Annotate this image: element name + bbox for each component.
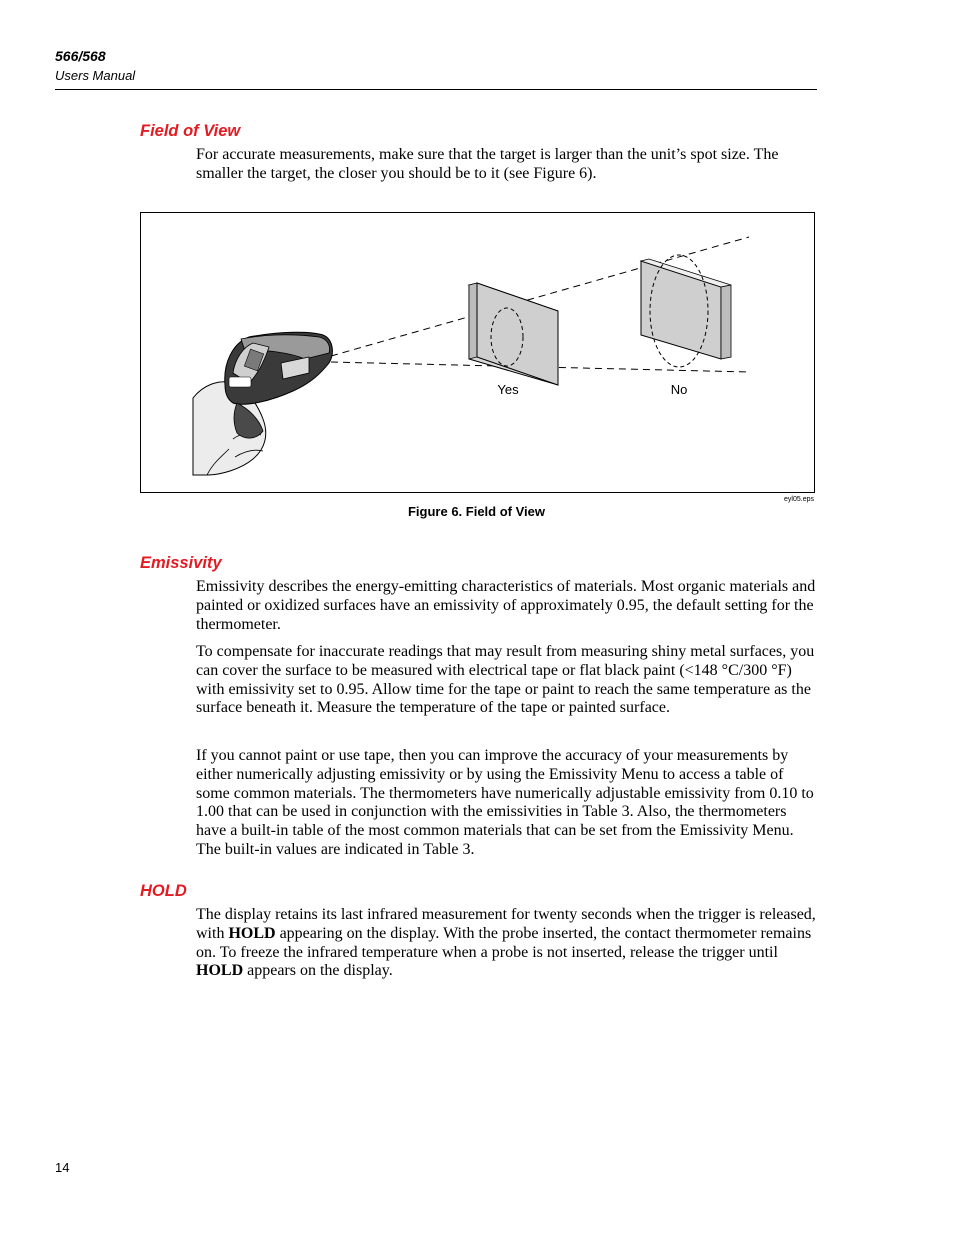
figure-caption: Figure 6. Field of View [407, 504, 545, 519]
hold-text-b: appearing on the display. With the probe inserted, the contact thermometer remains on. To freeze the infrared temperature when a probe is not inserted, release the trigger until [196, 924, 812, 961]
target-yes [469, 283, 558, 385]
field-of-view-illustration [141, 213, 814, 492]
hold-bold-1: HOLD [228, 924, 276, 942]
figure-field-of-view [140, 212, 815, 493]
figure-file-name: eyl05.eps [784, 496, 814, 503]
emissivity-paragraph-1: Emissivity describes the energy-emitting characteristics of materials. Most organic materials and painted or oxidized surfaces have an emissivity of approximately 0.95, the default setting for the thermometer. [196, 578, 816, 633]
label-no: No [670, 382, 688, 397]
hold-bold-2: HOLD [196, 962, 244, 980]
section-title-field-of-view: Field of View [140, 122, 241, 140]
emissivity-paragraph-3: If you cannot paint or use tape, then you can improve the accuracy of your measurements by either numerically adjusting emissivity or by using the Emissivity Menu to access a table of some common materials. The thermometers have numerically adjustable emissivity from 0.10 to 1.00 that can be used in conjunction with the emissivities in Table 3. Also, the thermometers have a built-in table of the most common materials that can be set from the Emissivity Menu. The built-in values are indicated in Table 3. [196, 747, 814, 858]
hold-text-c: appears on the display. [243, 962, 393, 980]
header-rule [55, 89, 817, 90]
header-model: 566/568 [55, 48, 106, 64]
thermometer-in-hand [193, 332, 332, 475]
label-yes: Yes [497, 382, 519, 397]
page-number: 14 [55, 1160, 70, 1175]
header-subtitle: Users Manual [55, 68, 136, 83]
hold-text-a: The display retains its last infrared measurement for twenty seconds when the trigger is released, with [196, 906, 816, 942]
hold-paragraph [196, 906, 818, 981]
emissivity-paragraph-2: To compensate for inaccurate readings that may result from measuring shiny metal surfaces, you can cover the surface to be measured with electrical tape or flat black paint (<148 °C/300 °F) with emissivity set to 0.95. Allow time for the tape or paint to reach the same temperature as the surface beneath it. Measure the temperature of the tape or painted surface. [196, 643, 815, 717]
section-title-hold: HOLD [140, 882, 187, 900]
section-title-emissivity: Emissivity [140, 554, 222, 572]
target-no [641, 255, 731, 367]
field-of-view-paragraph: For accurate measurements, make sure that the target is larger than the unit’s spot size. The smaller the target, the closer you should be to it (see Figure 6). [196, 146, 779, 182]
